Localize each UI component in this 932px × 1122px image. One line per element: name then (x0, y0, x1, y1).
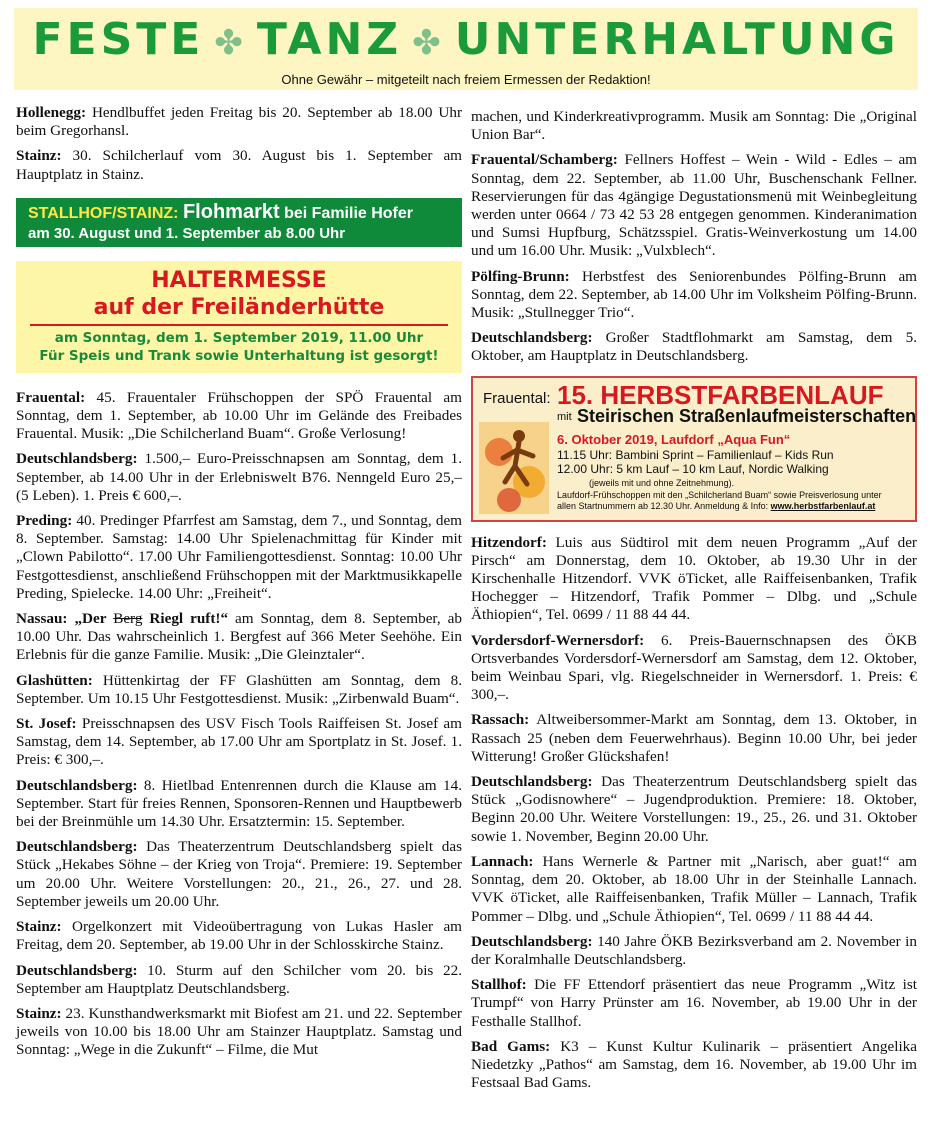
ad-title: Flohmarkt (182, 200, 280, 223)
right-column (471, 108, 917, 1099)
event-text: Großer Stadtflohmarkt am Samstag, dem 5. Oktober, am Hauptplatz in Deutschlandsberg. (471, 329, 917, 365)
page-subtitle: Ohne Gewähr – mitgeteilt nach freiem Ermessen der Redaktion! (281, 72, 651, 87)
header-banner (14, 8, 918, 90)
event-text: Fellners Hoffest – Wein - Wild - Edles – am Sonntag, dem 22. September, ab 11.00 Uhr, Buschenschank Fellner. Reservierungen für das 4gängige Degustationsmenü mit Weinbegleitung werden unter 0664 / 73 42 53 28 entgegen genommen. Kinderanimation und Sumsi Hupfburg, Schätzsspiel. Gratis-Weinverkostung um 14.00 und um 16.00 Uhr. Musik: „Vulxblech“. (471, 151, 917, 260)
event-entry (16, 610, 462, 665)
event-place: Lannach: (471, 852, 534, 870)
ad-date: am Sonntag, dem 1. September 2019, 11.00 Uhr (54, 329, 424, 346)
event-quote: Riegl ruft!“ (142, 610, 229, 628)
event-entry (16, 512, 462, 603)
title-tanz: TANZ (256, 14, 403, 65)
ad-line (557, 501, 875, 511)
event-text: Orgelkonzert mit Videoübertragung von Lukas Hasler am Freitag, dem 20. September, ab 19.00 Uhr in der Schlosskirche Stainz. (16, 918, 462, 954)
event-place: Pölfing-Brunn: (471, 267, 570, 285)
event-place: Nassau: (16, 610, 68, 628)
event-text: 1.500,– Euro-Preisschnapsen am Sonntag, dem 1. September, ab 14.00 Uhr in der Erlebniswelt B76. Nenngeld Euro 25,– (5 Leben). 1. Preis € 600,–. (16, 450, 462, 504)
ad-date: 6. Oktober 2019, Laufdorf „Aqua Fun“ (557, 431, 791, 447)
event-entry (16, 389, 462, 444)
event-place: Deutschlandsberg: (471, 773, 593, 791)
event-entry (471, 853, 917, 926)
event-entry (471, 108, 917, 144)
event-text: Die FF Ettendorf präsentiert das neue Programm „Witz ist Trumpf“ von Harry Prünster am 16. November, ab 19.00 Uhr in der Festhalle Stallhof. (471, 976, 917, 1030)
event-place: Deutschlandsberg: (16, 776, 138, 794)
event-entry (16, 918, 462, 954)
event-entry (16, 1005, 462, 1060)
event-text: Das Theaterzentrum Deutschlandsberg spielt das Stück „Godisnowhere“ – Jugendproduktion. Premiere: 18. Oktober, Beginn 20.00 Uhr. Weitere Vorstellungen: 19., 25., 26. und 31. Oktober sowie 1. November, Beginn 20.00 Uhr. (471, 773, 917, 845)
event-place: Hitzendorf: (471, 533, 547, 551)
title-feste: FESTE (32, 14, 205, 65)
event-place: Preding: (16, 512, 73, 530)
event-text: 40. Predinger Pfarrfest am Samstag, dem 7., und Sonntag, dem 8. September. Samstag: 14.00 Uhr Spielenachmittag für Kinder mit „Clown Pabilotto“. 17.00 Uhr Familiengottesdienst. Sonntag: 10.00 Uhr Festgottesdienst, anschließend Frühschoppen mit der Marktmusikkapelle Preding, Spielecke. 14.00 Uhr: „Freiheit“. (16, 512, 462, 602)
event-entry (471, 329, 917, 365)
event-entry (16, 104, 462, 140)
clover-icon: ✤ (214, 23, 247, 63)
event-entry (471, 151, 917, 260)
event-place: Rassach: (471, 711, 530, 729)
event-text: 10. Sturm auf den Schilcher vom 20. bis 22. September am Hauptplatz Deutschlandsberg. (16, 961, 462, 997)
event-text: Herbstfest des Seniorenbundes Pölfing-Brunn am Sonntag, dem 22. September, ab 14.00 Uhr im Volksheim Pölfing-Brunn. Musik: „Stullnegger Trio“. (471, 267, 917, 322)
event-text: machen, und Kinderkreativprogramm. Musik am Sonntag: Die „Original Union Bar“. (471, 108, 917, 144)
event-entry (471, 268, 917, 323)
event-entry (471, 711, 917, 766)
event-place: Stainz: (16, 1004, 62, 1022)
ad-note: Für Speis und Trank sowie Unterhaltung ist gesorgt! (39, 347, 439, 364)
event-text: 30. Schilcherlauf vom 30. August bis 1. September am Hauptplatz in Stainz. (16, 147, 462, 183)
ad-line: (jeweils mit und ohne Zeitnehmung). (589, 477, 735, 488)
ad-line-text: allen Startnummern ab 12.30 Uhr. Anmeldung & Info: (557, 500, 771, 511)
event-entry (16, 962, 462, 998)
ad-lead: STALLHOF/STAINZ: (28, 204, 179, 222)
left-column (16, 104, 462, 1067)
event-text: 23. Kunsthandwerksmarkt mit Biofest am 21. und 22. September jeweils von 10.00 bis 18.00 Uhr am Stainzer Hauptplatz. Samstag und Sonntag: „Wege in die Zukunft“ – Filme, die Mut (16, 1004, 462, 1059)
ad-date: am 30. August und 1. September ab 8.00 Uhr (28, 224, 346, 242)
event-entry (16, 777, 462, 832)
event-text: K3 – Kunst Kultur Kulinarik – präsentiert Angelika Niedetzky „Pathos“ am Samstag, dem 16. November, ab 19.00 Uhr im Festsaal Bad Gams. (471, 1037, 917, 1092)
event-place: Frauental/Schamberg: (471, 151, 618, 169)
event-place: St. Josef: (16, 715, 77, 733)
event-entry (16, 672, 462, 708)
page-title (14, 14, 918, 69)
event-place: Hollenegg: (16, 104, 87, 121)
event-entry (471, 773, 917, 846)
event-place: Glashütten: (16, 671, 93, 689)
website-link[interactable]: www.herbstfarbenlauf.at (770, 500, 876, 511)
title-unterhaltung: UNTERHALTUNG (454, 14, 900, 65)
event-text: Preisschnapsen des USV Fisch Tools Raiffeisen St. Josef am Samstag, dem 14. September, ab 17.00 Uhr am Sportplatz in St. Josef. 1. Preis: € 300,–. (16, 715, 462, 769)
event-place: Vordersdorf-Wernersdorf: (471, 631, 645, 649)
event-text: Luis aus Südtirol mit dem neuen Programm „Auf der Pirsch“ am Donnerstag, dem 10. Oktober, ab 19.30 Uhr in der Kirschenhalle Hitzendorf. VVK öTicket, alle Raiffeisenbanken, Trafik Hochegger – Hitzendorf, Trafik Pommer – Dlbg. und „Schule Äthiopien“, Tel. 0699 / 11 88 44 44. (471, 533, 917, 624)
struck-word: Berg (113, 610, 143, 628)
event-place: Frauental: (16, 388, 86, 406)
event-text: 6. Preis-Bauernschnapsen des ÖKB Ortsverbandes Vordersdorf-Wernersdorf am Samstag, dem 12. Oktober, beim Weinbau Spari, vlg. Riegelschneider in Wernersdorf. 1. Preis: € 300,–. (471, 631, 917, 704)
event-text: Altweibersommer-Markt am Sonntag, dem 13. Oktober, in Rassach 25 (neben dem Feuerwehrhaus). Beginn 10.00 Uhr, bei jeder Witterung! Großer Glückshafen! (471, 711, 917, 765)
event-place: Stainz: (16, 918, 62, 936)
event-entry (16, 450, 462, 505)
event-entry (16, 147, 462, 183)
ad-mit: mit (557, 410, 572, 423)
event-place: Deutschlandsberg: (16, 450, 138, 468)
ad-line: 12.00 Uhr: 5 km Lauf – 10 km Lauf, Nordic Walking (557, 461, 829, 476)
ad-line: 11.15 Uhr: Bambini Sprint – Familienlauf – Kids Run (557, 447, 834, 462)
event-text: Hendlbuffet jeden Freitag bis 20. September ab 18.00 Uhr beim Gregorhansl. (16, 104, 462, 140)
runner-icon (479, 422, 549, 514)
ad-line: Laufdorf-Frühschoppen mit den „Schilcherland Buam“ sowie Preisverlosung unter (557, 489, 882, 500)
event-place: Deutschlandsberg: (16, 961, 138, 979)
event-text: am Sonntag, dem 8. September, ab 10.00 Uhr. Das wahrscheinlich 1. Bergfest auf 366 Meter Seehöhe. Ein Erlebnis für die ganze Familie. Musik: „Die Gleinztaler“. (16, 610, 462, 664)
event-entry (471, 534, 917, 625)
haltermesse-ad (16, 261, 462, 373)
ad-title: 15. HERBSTFARBENLAUF (557, 379, 884, 410)
event-place: Deutschlandsberg: (16, 838, 138, 856)
event-text: 140 Jahre ÖKB Bezirksverband am 2. November in der Koralmhalle Deutschlandsberg. (471, 932, 917, 968)
flohmarkt-ad (16, 198, 462, 247)
event-place: Stallhof: (471, 976, 527, 994)
divider (30, 324, 448, 326)
ad-place: Frauental: (483, 389, 551, 407)
event-entry (16, 715, 462, 770)
herbstfarbenlauf-ad (471, 376, 917, 522)
event-entry (471, 976, 917, 1031)
clover-icon: ✤ (412, 23, 445, 63)
event-entry (471, 632, 917, 705)
event-place: Stainz: (16, 147, 62, 165)
event-entry (471, 933, 917, 969)
event-text: 45. Frauentaler Frühschoppen der SPÖ Frauental am Sonntag, dem 1. September, ab 10.00 Uhr im Gelände des Freibades Frauental. Musik: „Die Schilcherland Buam“. Große Verlosung! (16, 388, 462, 443)
event-text: Hans Wernerle & Partner mit „Narisch, aber guat!“ am Sonntag, dem 20. Oktober, ab 18.00 Uhr in der Steinhalle Lannach. VVK öTicket, alle Raiffeisenbanken, Trafik Müller – Lannach, Trafik Pommer – Dlbg. und „Schule Äthiopien“, Tel. 0699 / 11 88 44 44. (471, 852, 917, 925)
event-text: Hüttenkirtag der FF Glashütten am Sonntag, dem 8. September. Um 10.15 Uhr Festgottesdienst. Musik: „Zirbenwald Buam“. (16, 671, 462, 707)
event-text: 8. Hietlbad Entenrennen durch die Klause am 14. September. Start für freies Rennen, Sponsoren-Rennen und Hauptbewerb bei der Breinmühle um 14.30 Uhr. Ersatztermin: 15. September. (16, 776, 462, 831)
event-place: Deutschlandsberg: (471, 932, 593, 950)
ad-host: bei Familie Hofer (279, 204, 414, 222)
event-quote: „Der (67, 610, 114, 628)
ad-subtitle: auf der Freiländerhütte (93, 294, 385, 320)
ad-subtitle: Steirischen Straßenlaufmeisterschaften (577, 405, 917, 426)
event-text: Das Theaterzentrum Deutschlandsberg spielt das Stück „Hekabes Söhne – der Krieg von Troja“. Premiere: 19. September um 20.00 Uhr. Weitere Vorstellungen: 20., 21., 26., 27. und 28. September jeweils um 20.00 Uhr. (16, 838, 462, 910)
ad-title: HALTERMESSE (151, 267, 327, 293)
event-entry (16, 838, 462, 911)
event-entry (471, 1038, 917, 1093)
event-place: Bad Gams: (471, 1037, 551, 1055)
event-place: Deutschlandsberg: (471, 329, 593, 347)
